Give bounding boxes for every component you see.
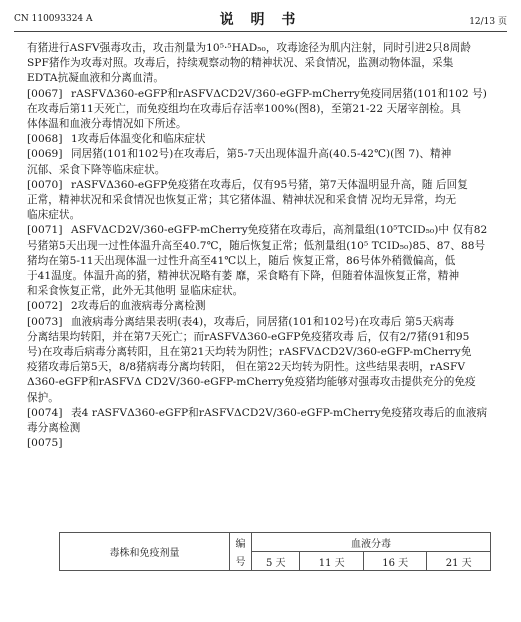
line-text: 在攻毒后第11天死亡，而免疫组均在攻毒后存活率100%(图8)，至第21-22 天屠宰剖检。具 [27, 102, 462, 115]
line-text: Δ360-eGFP和rASFVΔ CD2V/360-eGFP-mCherry免疫猪均能够对强毒攻击提供充分的免疫 [27, 376, 476, 389]
text-line [27, 117, 497, 132]
paragraph-number: [0068] [27, 133, 63, 146]
text-line [27, 284, 497, 299]
paragraph [27, 299, 497, 314]
text-line [27, 436, 497, 451]
table-header-day: 11 天 [300, 552, 364, 571]
text-line [27, 178, 497, 193]
line-text: rASFVΔ360-eGFP和rASFVΔCD2V/360-eGFP-mCherry免疫同居猪(101和102 号) [71, 87, 487, 100]
paragraph-number: [0073] [27, 315, 63, 328]
text-line [27, 375, 497, 390]
patent-number: CN 110093324 A [14, 14, 93, 24]
paragraph [27, 41, 497, 87]
line-text: 号猪第5天出现一过性体温升高至40.7℃，随后恢复正常；低剂量组(10⁵ TCID₅₀)85、87、88号 [27, 239, 486, 252]
text-line [27, 239, 497, 254]
text-line [27, 391, 497, 406]
text-line [27, 315, 497, 330]
line-text: 和采食恢复正常，此外无其他明 显临床症状。 [27, 285, 244, 298]
line-text: 有猪进行ASFV强毒攻击，攻击剂量为10⁵·⁵HAD₅₀，攻毒途径为肌内注射，同时引进2只8周龄 [27, 42, 472, 54]
text-line [27, 71, 497, 86]
line-text: 血液病毒分离结果表明(表4)，攻毒后，同居猪(101和102号)在攻毒后 第5天病毒 [71, 315, 455, 328]
blood-virus-table [59, 532, 491, 571]
document-title: 说 明 书 [219, 12, 302, 28]
text-line [27, 421, 497, 436]
line-text: 体体温和血液分毒情况如下所述。 [27, 118, 187, 131]
line-text: 毒分离检测 [27, 422, 81, 435]
table-header-id-bottom: 号 [230, 552, 252, 571]
line-text: 临床症状。 [27, 209, 81, 222]
table-header-id-top: 编 [230, 533, 252, 552]
text-line [27, 360, 497, 375]
line-text: 疫猪攻毒后第5天，8/8猪病毒分离均转阳， 但在第22天均转为阴性。这些结果表明，rASFV [27, 361, 466, 374]
page-header [14, 8, 507, 30]
paragraph-number: [0075] [27, 437, 63, 450]
text-line [27, 330, 497, 345]
paragraph [27, 223, 497, 299]
text-line [27, 132, 497, 147]
line-text: 正常，精神状况和采食情况也恢复正常；其它猪体温、精神状况和采食情 况均无异常，均无 [27, 194, 457, 207]
text-line [27, 41, 497, 56]
line-text: EDTA抗凝血液和分离血清。 [27, 72, 164, 85]
table-header-day: 5 天 [252, 552, 300, 571]
paragraph-number: [0072] [27, 300, 63, 313]
line-text: 表4 rASFVΔ360-eGFP和rASFVΔCD2V/360-eGFP-mCherry免疫猪攻毒后的血液病 [71, 406, 488, 419]
paragraph [27, 406, 497, 436]
paragraph [27, 315, 497, 406]
text-line [27, 208, 497, 223]
paragraph-number: [0070] [27, 178, 63, 191]
line-text: rASFVΔ360-eGFP免疫猪在攻毒后，仅有95号猪，第7天体温明显升高，随 后回复 [71, 178, 468, 191]
line-text: 沉郁、采食下降等临床症状。 [27, 163, 166, 176]
body-text [27, 41, 497, 451]
text-line [27, 254, 497, 269]
line-text: 于41温度。体温升高的猪，精神状况略有萎 靡，采食略有下降，但随着体温恢复正常，精神 [27, 270, 460, 283]
paragraph [27, 147, 497, 177]
text-line [27, 406, 497, 421]
paragraph [27, 132, 497, 147]
text-line [27, 345, 497, 360]
line-text: ASFVΔCD2V/360-eGFP-mCherry免疫猪在攻毒后，高剂量组(10⁵TCID₅₀)中 仅有82 [71, 224, 488, 237]
line-text: 2攻毒后的血液病毒分离检测 [71, 300, 206, 313]
table-header-strain: 毒株和免疫剂量 [60, 533, 230, 571]
paragraph-number: [0071] [27, 224, 63, 237]
table-header-day: 21 天 [427, 552, 491, 571]
page-indicator: 12/13 页 [469, 17, 507, 27]
table-header-group: 血液分毒 [252, 533, 491, 552]
text-line [27, 299, 497, 314]
paragraph-number: [0067] [27, 87, 63, 100]
paragraph [27, 87, 497, 133]
paragraph [27, 436, 497, 451]
line-text: 1攻毒后体温变化和临床症状 [71, 133, 206, 146]
line-text: 猪均在第5-11天出现体温一过性升高至41℃以上，随后 恢复正常，86号体外稍微偏高，低 [27, 254, 456, 267]
text-line [27, 223, 497, 238]
line-text: 号)在攻毒后病毒分离转阳，且在第21天均转为阴性；rASFVΔCD2V/360-eGFP-mCherry免 [27, 346, 472, 359]
text-line [27, 147, 497, 162]
paragraph [27, 178, 497, 224]
paragraph-number: [0069] [27, 148, 63, 161]
text-line [27, 269, 497, 284]
text-line [27, 163, 497, 178]
text-line [27, 193, 497, 208]
text-line [27, 102, 497, 117]
line-text: SPF猪作为攻毒对照。攻毒后，持续观察动物的精神状况、采食情况，监测动物体温，采集 [27, 57, 454, 70]
text-line [27, 56, 497, 71]
line-text: 分离结果均转阳，并在第7天死亡；而rASFVΔ360-eGFP免疫猪攻毒 后，仅有2/7猪(91和95 [27, 330, 470, 343]
text-line [27, 87, 497, 102]
line-text: 同居猪(101和102号)在攻毒后，第5-7天出现体温升高(40.5-42℃)(图 7)、精神 [71, 148, 452, 161]
paragraph-number: [0074] [27, 406, 63, 419]
line-text: 保护。 [27, 391, 59, 404]
header-rule [14, 31, 507, 32]
table-header-day: 16 天 [363, 552, 427, 571]
